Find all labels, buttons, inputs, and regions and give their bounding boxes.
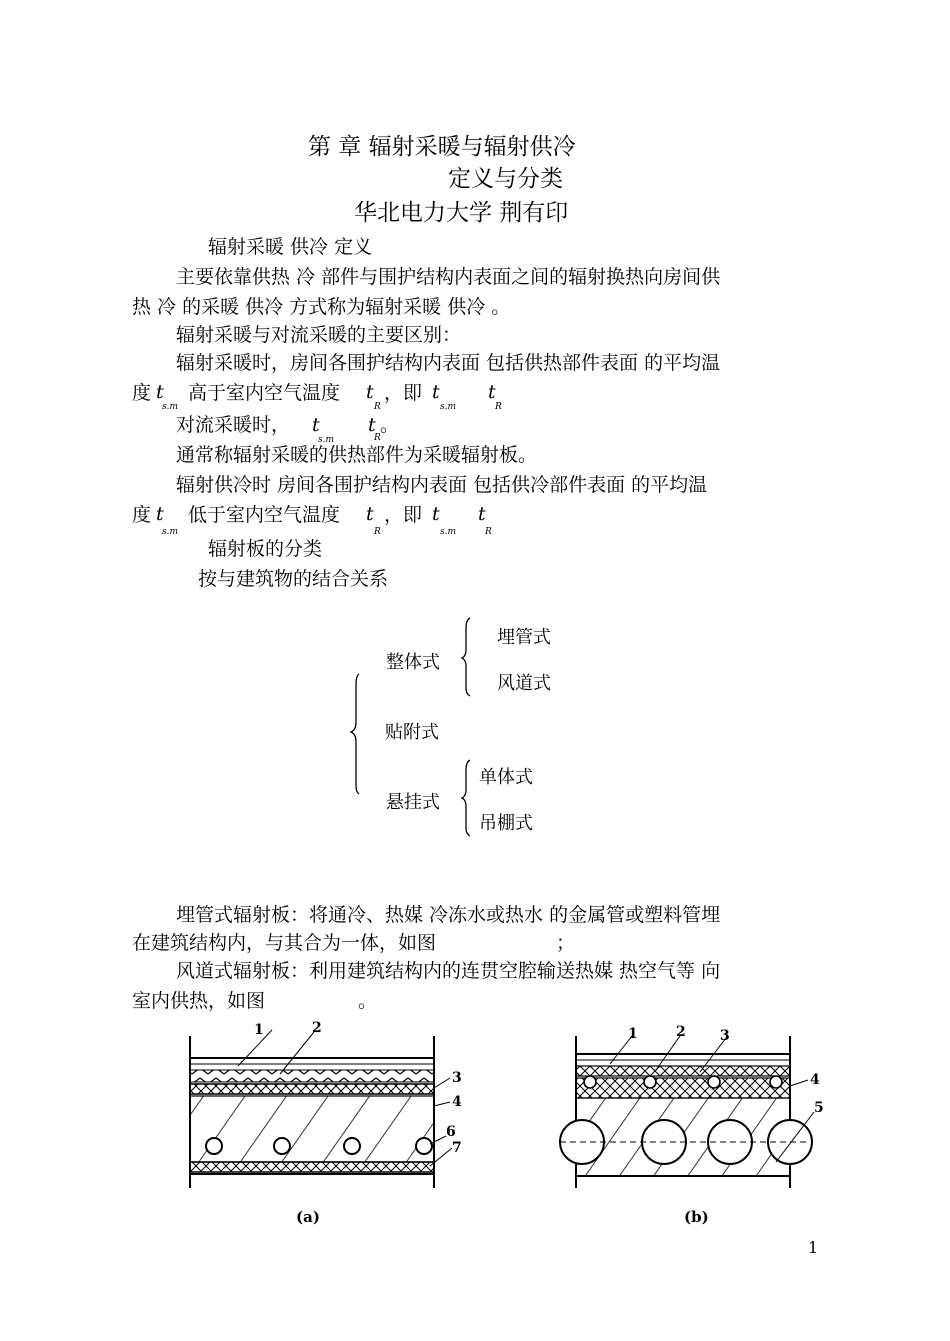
classification-subheading: 按与建筑物的结合关系	[198, 568, 389, 590]
class-ceiling: 吊棚式	[479, 813, 533, 834]
symbol-t: t	[478, 503, 486, 525]
heating-line-2-c: ，即	[384, 382, 423, 404]
figure-b-number: 3	[720, 1028, 730, 1044]
figure-a-number: 2	[312, 1020, 322, 1036]
symbol-t: t	[488, 381, 496, 403]
page-number: 1	[808, 1238, 819, 1257]
figure-b-number: 1	[628, 1026, 638, 1042]
figure-a-buried-pipe-panel	[176, 1016, 476, 1226]
symbol-t: t	[312, 414, 320, 436]
chapter-title: 第 章 辐射采暖与辐射供冷	[308, 134, 576, 160]
section-title: 定义与分类	[448, 166, 563, 192]
symbol-t: t	[432, 503, 440, 525]
subscript-R: R	[495, 402, 502, 412]
convection-line-b: 。	[380, 414, 400, 436]
cooling-line-2-b: 低于室内空气温度	[188, 504, 341, 526]
definition-heading: 辐射采暖 供冷 定义	[208, 236, 373, 258]
symbol-t: t	[156, 503, 164, 525]
figure-a-number: 1	[254, 1022, 264, 1038]
panel-line: 通常称辐射采暖的供热部件为采暖辐射板。	[176, 444, 538, 466]
convection-line-a: 对流采暖时，	[176, 414, 291, 436]
buried-line-1: 埋管式辐射板：将通冷、热媒 冷冻水或热水 的金属管或塑料管埋	[176, 904, 721, 926]
difference-heading: 辐射采暖与对流采暖的主要区别：	[176, 324, 462, 346]
figure-b-label: (b)	[684, 1208, 709, 1226]
subscript-sm: s.m	[440, 527, 457, 537]
figure-a-number: 4	[452, 1094, 462, 1110]
figure-b-number: 5	[814, 1100, 824, 1116]
buried-line-2-a: 在建筑结构内，与其合为一体，如图	[132, 932, 437, 954]
cooling-line-2-c: ，即	[384, 504, 423, 526]
figure-b-number: 2	[676, 1024, 686, 1040]
figure-a-number: 7	[452, 1140, 462, 1156]
subscript-sm: s.m	[318, 435, 335, 445]
symbol-t: t	[432, 381, 440, 403]
duct-line-1: 风道式辐射板：利用建筑结构内的连贯空腔输送热媒 热空气等 向	[176, 960, 721, 982]
heating-line-2-a: 度	[132, 382, 152, 404]
figure-a-number: 6	[446, 1124, 456, 1140]
subscript-R: R	[374, 527, 381, 537]
heating-line-1: 辐射采暖时，房间各围护结构内表面 包括供热部件表面 的平均温	[176, 352, 721, 374]
subscript-sm: s.m	[162, 527, 179, 537]
figure-b-hollow-core-panel	[560, 1016, 840, 1226]
subscript-sm: s.m	[162, 402, 179, 412]
class-buried: 埋管式	[497, 627, 551, 648]
duct-line-2-b: 。	[358, 990, 378, 1012]
class-suspended: 悬挂式	[386, 792, 440, 813]
definition-line-1: 主要依靠供热 冷 部件与围护结构内表面之间的辐射换热向房间供	[176, 266, 721, 288]
symbol-t: t	[366, 381, 374, 403]
classification-heading: 辐射板的分类	[208, 538, 323, 560]
cooling-line-1: 辐射供冷时 房间各围护结构内表面 包括供冷部件表面 的平均温	[176, 474, 708, 496]
buried-line-2-b: ；	[556, 932, 576, 954]
subscript-R: R	[374, 433, 381, 443]
heating-line-2-b: 高于室内空气温度	[188, 382, 341, 404]
symbol-t: t	[368, 414, 376, 436]
figure-a-number: 3	[452, 1070, 462, 1086]
subscript-sm: s.m	[440, 402, 457, 412]
duct-line-2-a: 室内供热，如图	[132, 990, 266, 1012]
subscript-R: R	[485, 527, 492, 537]
class-duct: 风道式	[497, 673, 551, 694]
figure-a-label: (a)	[296, 1208, 320, 1226]
subscript-R: R	[374, 402, 381, 412]
class-integral: 整体式	[386, 652, 440, 673]
cooling-line-2-a: 度	[132, 504, 152, 526]
class-attached: 贴附式	[385, 722, 439, 743]
class-single: 单体式	[479, 767, 533, 788]
figure-b-number: 4	[810, 1072, 820, 1088]
symbol-t: t	[366, 503, 374, 525]
definition-line-2: 热 冷 的采暖 供冷 方式称为辐射采暖 供冷 。	[132, 296, 511, 318]
symbol-t: t	[156, 381, 164, 403]
author-line: 华北电力大学 荆有印	[354, 200, 569, 226]
